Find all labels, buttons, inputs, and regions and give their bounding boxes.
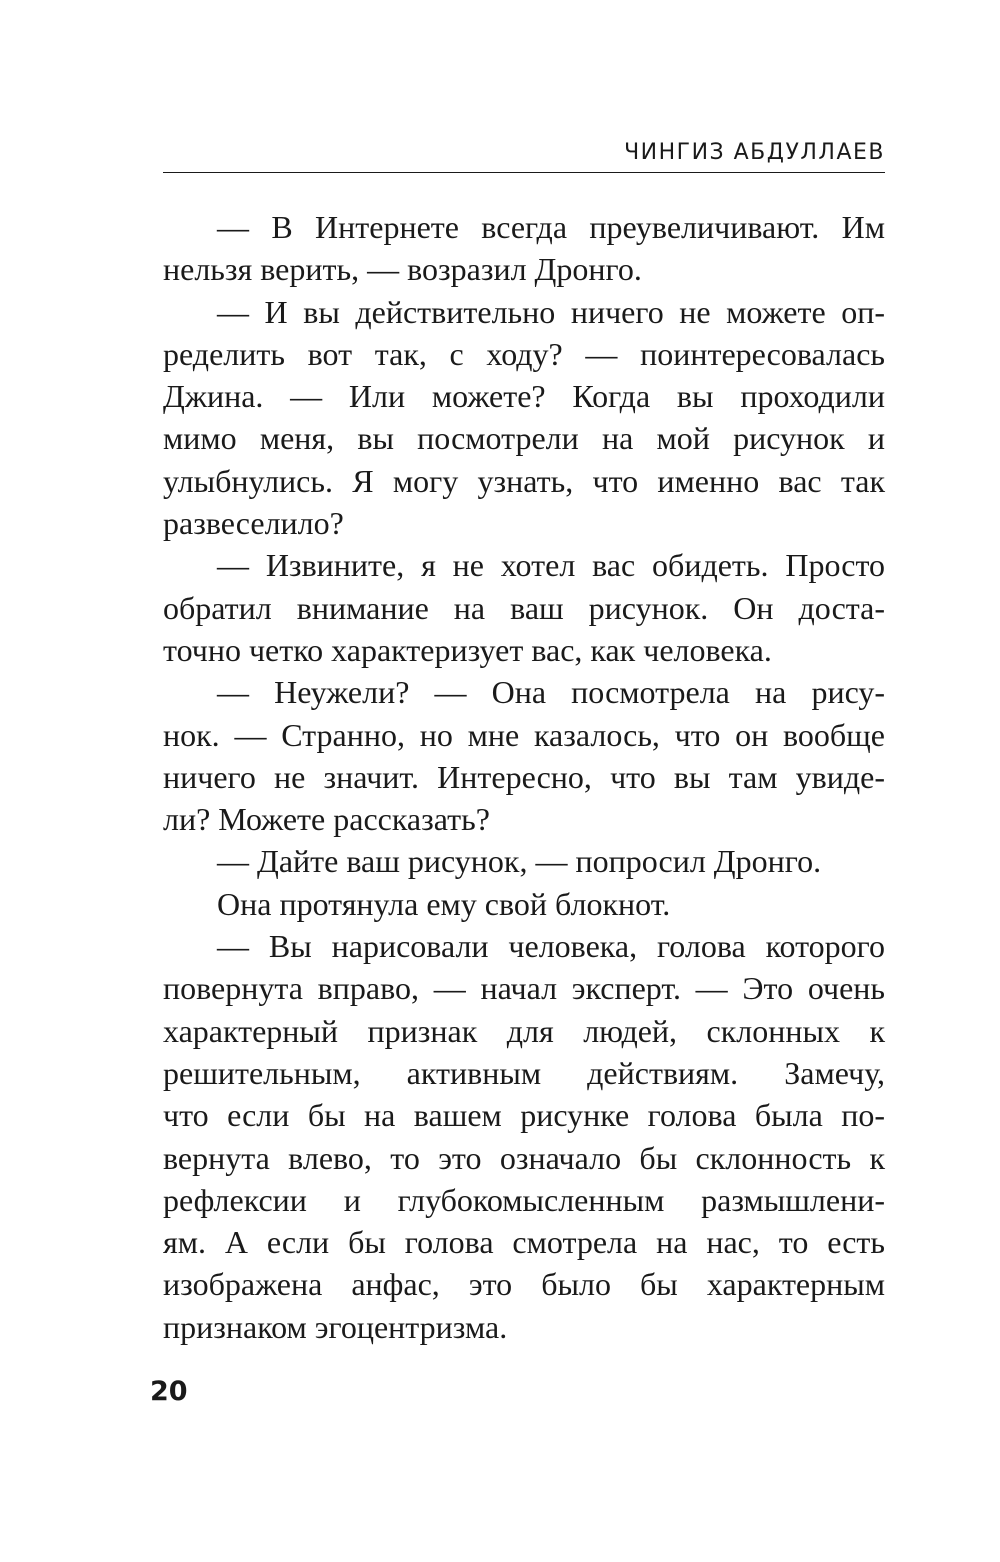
text-line: повернута вправо, — начал эксперт. — Это очень xyxy=(163,970,885,1007)
text-line: признаком эгоцентризма. xyxy=(163,1308,508,1345)
text-line: — И вы действительно ничего не можете оп- xyxy=(217,293,885,330)
page-number: 20 xyxy=(150,1376,188,1407)
text-line: — Дайте ваш рисунок, — попросил Дронго. xyxy=(217,843,822,880)
text-line: вернута влево, то это означало бы склонность к xyxy=(163,1139,885,1176)
text-line: — В Интернете всегда преувеличивают. Им xyxy=(217,209,885,245)
text-line: — Извините, я не хотел вас обидеть. Просто xyxy=(217,547,885,584)
body-text xyxy=(163,206,885,1348)
text-line: улыбнулись. Я могу узнать, что именно вас так xyxy=(163,462,885,499)
text-line: характерный признак для людей, склонных к xyxy=(163,1012,885,1049)
running-head-author: ЧИНГИЗ АБДУЛЛАЕВ xyxy=(624,140,885,165)
text-line: Джина. — Или можете? Когда вы проходили xyxy=(163,378,885,415)
text-line: Она протянула ему свой блокнот. xyxy=(217,885,671,922)
text-line: решительным, активным действиям. Замечу, xyxy=(163,1054,885,1091)
text-line: ределить вот так, с ходу? — поинтересовалась xyxy=(163,335,885,372)
text-line: развеселило? xyxy=(163,505,344,542)
text-line: ям. А если бы голова смотрела на нас, то есть xyxy=(163,1224,885,1261)
text-line: обратил внимание на ваш рисунок. Он доста- xyxy=(163,589,885,626)
text-line: точно четко характеризует вас, как человека. xyxy=(163,631,772,668)
text-line: ли? Можете рассказать? xyxy=(163,801,490,838)
text-line: рефлексии и глубокомысленным размышлени- xyxy=(163,1181,885,1218)
text-line: — Неужели? — Она посмотрела на рису- xyxy=(217,674,885,711)
text-line: нок. — Странно, но мне казалось, что он вообще xyxy=(163,716,885,753)
text-line: — Вы нарисовали человека, голова которого xyxy=(217,928,885,965)
text-line: что если бы на вашем рисунке голова была по- xyxy=(163,1097,885,1134)
text-line: мимо меня, вы посмотрели на мой рисунок и xyxy=(163,420,885,457)
text-line: изображена анфас, это было бы характерным xyxy=(163,1266,885,1303)
text-line: нельзя верить, — возразил Дронго. xyxy=(163,251,642,288)
header-rule xyxy=(163,172,885,173)
text-line: ничего не значит. Интересно, что вы там увиде- xyxy=(163,758,885,795)
